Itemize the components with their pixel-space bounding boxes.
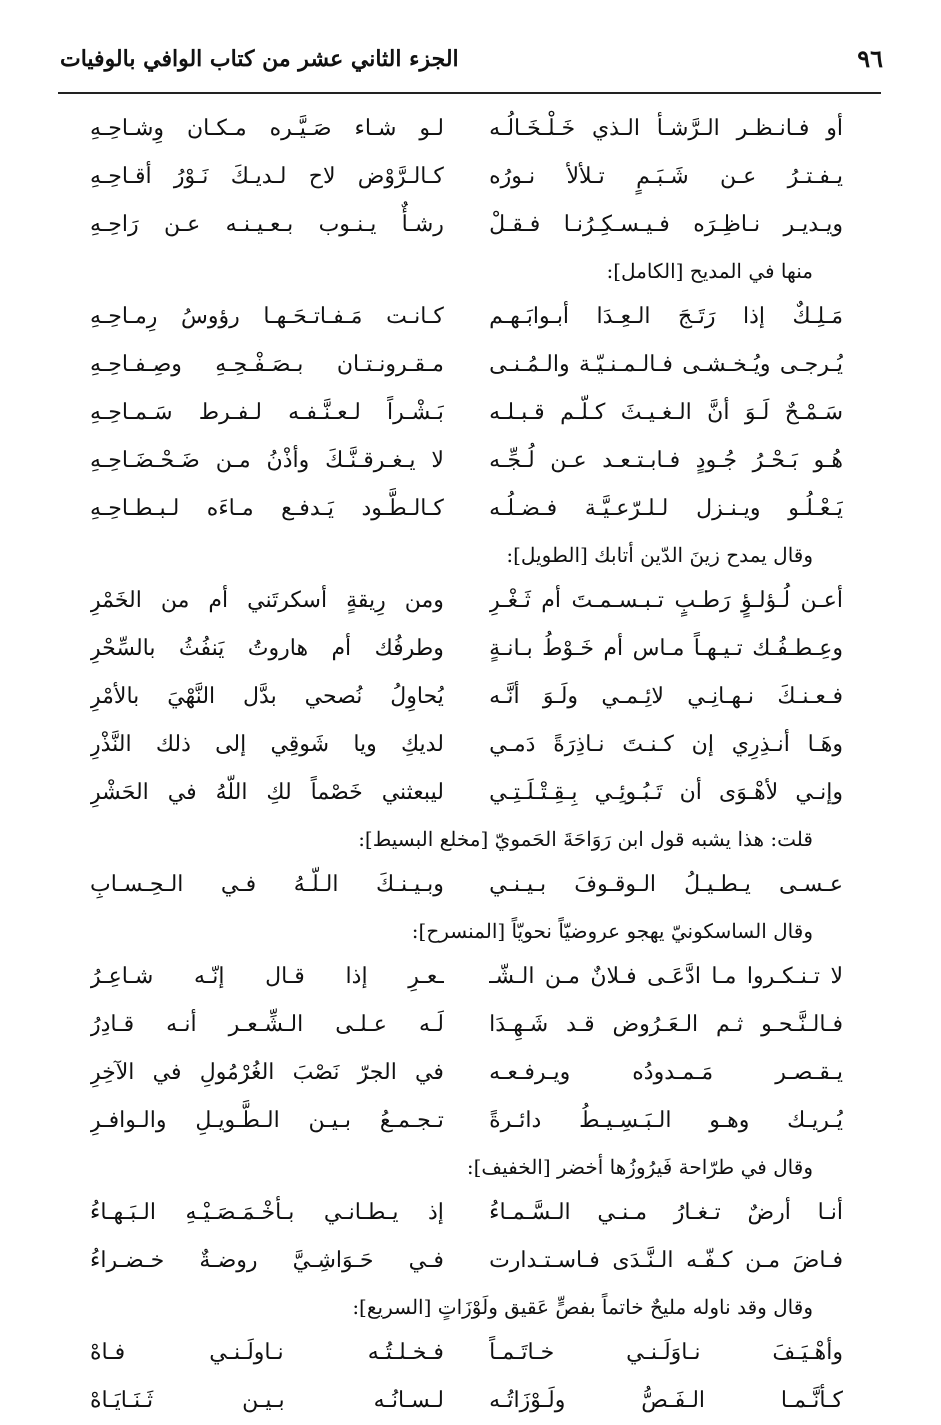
verse-line [90,389,843,437]
first-hemistich: أو فـانـظـر الـرَّشـأ الـذي خَـلْـخَـالُـه [489,116,843,141]
first-hemistich: فـالـنَّـحـو ثـم الـعَـرُوض قـد شَـهِـدَا [489,1012,843,1037]
verse-line [90,953,843,1001]
first-hemistich: فـاضَ مـن كـفّـه الـنَّـدَى فـاسـتـدارت [489,1248,843,1273]
second-hemistich: يُحاوِلُ نُصحي بدَّل النَّهْيَ بالأمْرِ [90,684,444,709]
verse-line [90,201,843,249]
poem-body [90,105,843,1425]
second-hemistich: لديكِ ويا شَوقِي إلى ذلك النَّذْرِ [90,732,444,757]
verse-line [90,1189,843,1237]
second-hemistich: لـو شـاء صَـيَّـره مـكـان وِشـاحِـهِ [90,116,444,141]
verse-intro: وقال الساسكونيّ يهجو عروضيّاً نحويّاً [المنسرح]: [411,919,813,943]
first-hemistich: أعـن لُـؤلـؤٍ رَطـبٍ تـبـسـمـتَ أم ثَـغْـرِ [489,588,843,613]
first-hemistich: عـسـى يـطـيـلُ الـوقـوفَ بـيـنـي [489,872,843,897]
verse-line [90,861,843,909]
second-hemistich: لَـه عـلـى الـشِّـعـر أنـه قـادِرُ [90,1012,444,1037]
first-hemistich: يـفـتـرُ عـن شَـبَـمٍ تـلألأ نـورُه [489,164,843,189]
verse-line [90,1001,843,1049]
first-hemistich: مَـلِـكٌ إذا رَتَـجَ الـعِـدَا أبـوابَـهـم [489,304,843,329]
verse-intro: وقال في طرّاحة فَيرُوزُها أخضر [الخفيف]: [466,1155,813,1179]
verse-line [90,153,843,201]
second-hemistich: وطرفُك أم هاروتُ يَنفُثُ بالسِّحْرِ [90,636,444,661]
second-hemistich: لا يـغـرقـنَّـكَ وأذْنُ مـن ضَـحْـضَـاحِـهِ [90,448,444,473]
second-hemistich: تـجـمـعُ بـيـن الـطَّـويـلِ والـوافـرِ [90,1108,444,1133]
verse-line [90,1329,843,1377]
verse-intro: وقال وقد ناوله مليحٌ خاتماً بفصٍّ عَقيق ولَوْزَاتٍ [السريع]: [352,1295,813,1319]
second-hemistich: لـسـانُـه بـيـن ثَـنَـايَـاهْ [90,1388,444,1413]
header-rule [58,92,881,94]
second-hemistich: ليبعثني خَصْماً لكِ اللّهُ في الحَشْرِ [90,780,444,805]
first-hemistich: وهَـا أنـذِرِي إن كـنـتَ نـاذِرَةً دَمـي [489,732,843,757]
first-hemistich: سَـمْـحٌ لَـوَ أنَّ الـغـيـثَ كـلّـم قـبـلـه [489,400,843,425]
second-hemistich: فـخـلـتُـه نـاولَـنـي فـاهْ [90,1340,444,1365]
verse-line [90,769,843,817]
page-header [52,44,889,84]
first-hemistich: كـأنَّـمـا الـفَـصُّ ولَـوْزَاتُـه [489,1388,843,1413]
verse-line [90,625,843,673]
first-hemistich: هُـو بَـحْـرُ جُـودٍ فـابـتـعـد عـن لُـجِّـه [489,448,843,473]
verse-line [90,577,843,625]
page-number: ٩٦ [857,44,883,73]
verse-line [90,293,843,341]
verse-line [90,105,843,153]
first-hemistich: لا تـنـكـروا مـا ادَّعَـى فـلانٌ مـن الـشّـ [489,964,843,989]
second-hemistich: مـقـرونـتـان بـصَـفْـحِـهِ وصِـفـاحِـهِ [90,352,444,377]
first-hemistich: فـعـنـكَ نـهـانِـي لائِـمـي ولَـوَ أنَّـه [489,684,843,709]
verse-line [90,1377,843,1425]
verse-line [90,721,843,769]
second-hemistich: رشـأٌ يـنـوب بـعـيـنـه عـن رَاحِـهِ [90,212,444,237]
second-hemistich: ومن رِيقةٍ أسكرتَني أم من الخَمْرِ [90,588,444,613]
second-hemistich: إذ يـطـانـي بـأخْـمَـصَـيْـهِ الـبَـهـاءُ [90,1200,444,1225]
second-hemistich: فـي حَـوَاشِـيَّ روضـةٌ خـضـراءُ [90,1248,444,1273]
first-hemistich: أنـا أرضٌ تـغـارُ مـنـي الـسَّـمـاءُ [489,1200,843,1225]
verse-line [90,1097,843,1145]
verse-line [90,437,843,485]
second-hemistich: بَـشْـراً لـعـنَّـفـه لـفـرط سَـمـاحِـهِ [90,400,444,425]
second-hemistich: وبـيـنـكَ الـلّـهُ فـي الـحِـسـابِ [90,872,444,897]
verse-line [90,1049,843,1097]
second-hemistich: كـالـرَّوْض لاح لـديـكَ نَـوْرُ أقـاحِـهِ [90,164,444,189]
second-hemistich: ـعـرِ إذا قـال إنّـه شـاعِـرُ [90,964,444,989]
verse-intro: قلت: هذا يشبه قول ابن رَوَاحَةَ الحَمويّ [مخلع البسيط]: [358,827,813,851]
second-hemistich: كـالـطَّـود يَـدفـع مـاءَه لـبـطـاحِـهِ [90,496,444,521]
verse-line [90,673,843,721]
second-hemistich: في الجرّ نَصْبَ الغُرْمُولِ في الآخِرِ [90,1060,444,1085]
first-hemistich: يـقـصـر مَـمـدودُه ويـرفـعـه [489,1060,843,1085]
first-hemistich: يَـعْـلُـو ويـنـزل لـلـرّعـيَّـة فـضـلُـه [489,496,843,521]
first-hemistich: وأهْـيَـفَ نـاوَلَـنـي خـاتَـمـاً [489,1340,843,1365]
verse-intro: منها في المديح [الكامل]: [606,259,813,283]
first-hemistich: يُـرجـى ويُـخـشـى فـالـمـنـيّـة والـمُـنـى [489,352,843,377]
verse-line [90,1237,843,1285]
first-hemistich: يُـريـك وهـو الـبَـسِـيـطُ دائـرةً [489,1108,843,1133]
running-title: الجزء الثاني عشر من كتاب الوافي بالوفيات [60,46,459,72]
first-hemistich: وإنـي لأهْـوَى أن تَـبُـوئِـي بِـقِـتْـلَـتِـي [489,780,843,805]
verse-intro: وقال يمدح زينَ الدّين أتابك [الطويل]: [506,543,813,567]
first-hemistich: ويـديـر نـاظِـرَه فـيـسـكِـرُنـا فـقـلْ [489,212,843,237]
first-hemistich: وعِـطـفُـك تـيـهـاً مـاس أم خَـوْطُ بـانـةٍ [489,636,843,661]
verse-line [90,341,843,389]
verse-line [90,485,843,533]
second-hemistich: كـانـت مَـفـاتـحَـهـا رؤوسُ رِمـاحِـهِ [90,304,444,329]
